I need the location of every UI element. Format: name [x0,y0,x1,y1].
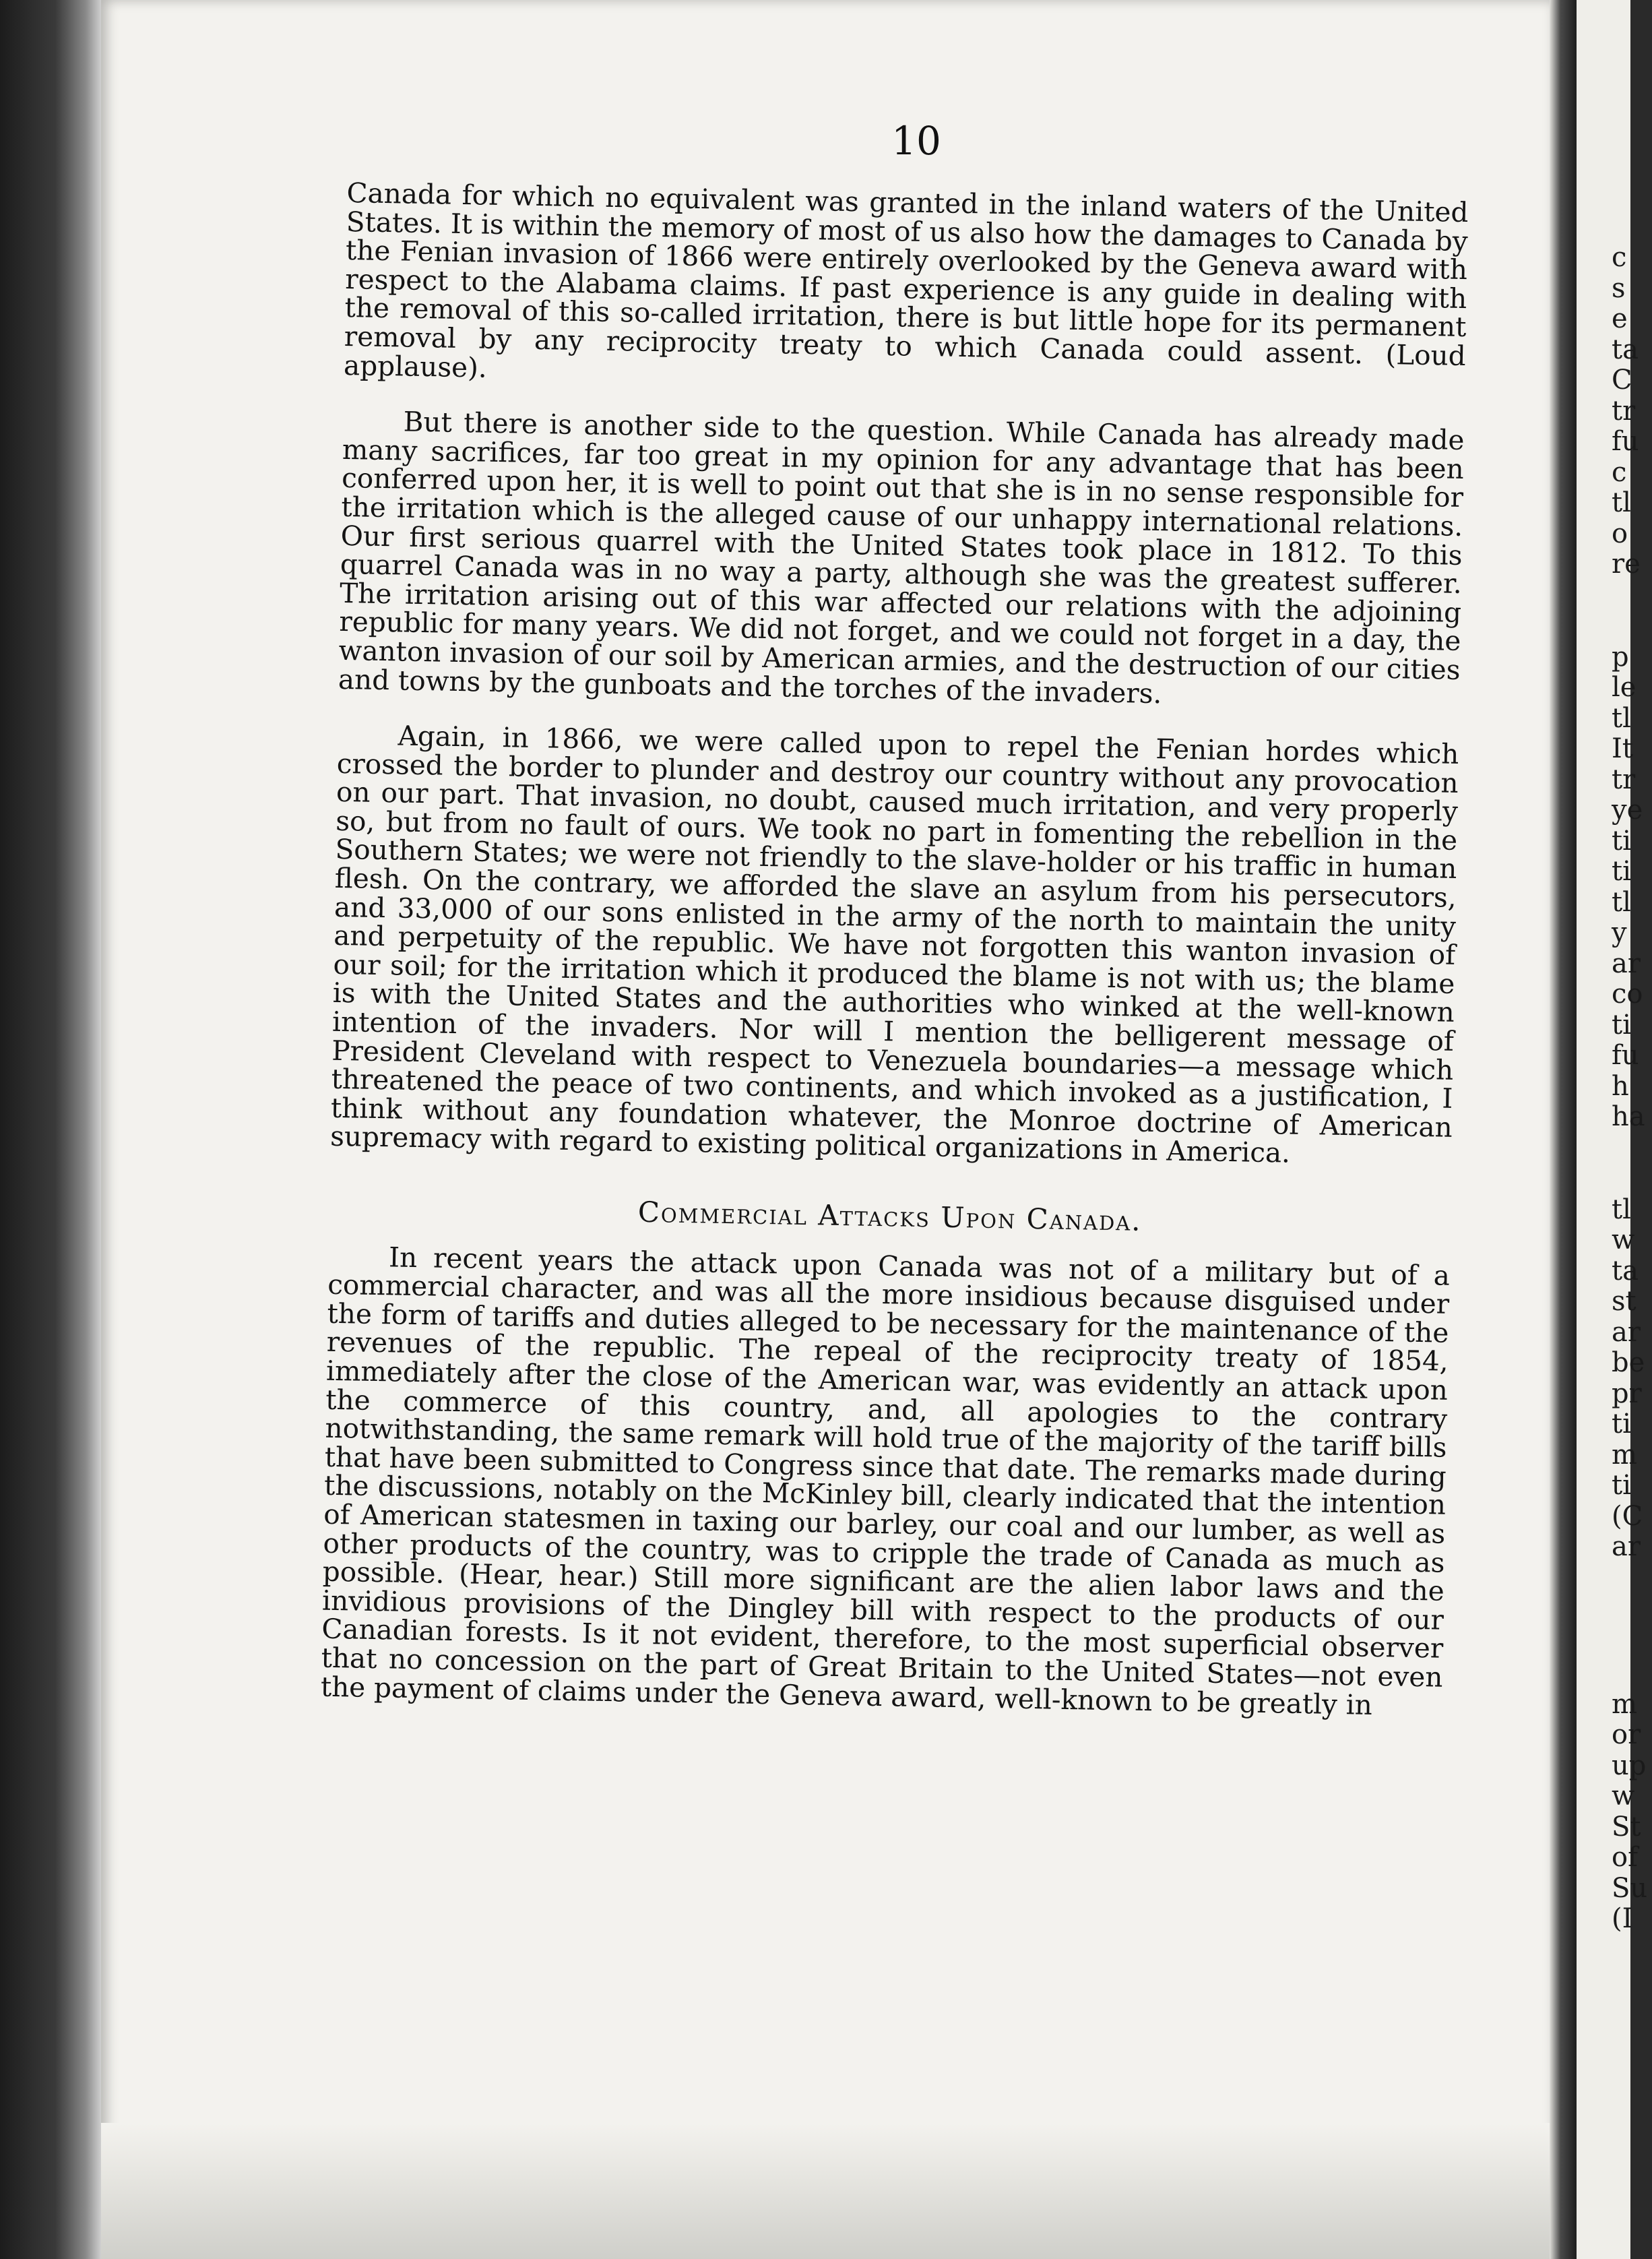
facing-page-fragment: tr [1612,395,1636,427]
facing-page-fragment: ye [1612,795,1643,826]
paragraph: Canada for which no equivalent was granted in the inland waters of the United States. It is within the memory of most of us also how the damages to Canada by the Fenian invasion of 1866 were entirely overlooked by the Geneva award with respect to the Alabama claims. If past experience is any guide in dealing with the removal of this so-called irritation, there is but little hope for its permanent removal by any reciprocity treaty to which Canada could assent. (Loud applause). [343,177,1469,384]
facing-page-fragment: ar [1612,1316,1641,1348]
facing-page-fragment: It [1612,733,1633,764]
facing-page-fragment: tl [1612,1194,1631,1225]
facing-page-fragment: m [1612,1439,1637,1471]
facing-page-text [1612,243,1652,1935]
facing-page-fragment: pr [1612,1378,1642,1409]
facing-page-fragment: fu [1612,426,1639,457]
facing-page-fragment: re [1612,549,1641,580]
facing-page-fragment: fu [1612,1040,1639,1071]
facing-page-fragment: be [1612,1347,1645,1378]
facing-page-fragment: ar [1612,948,1641,979]
facing-page-fragment: ti [1612,856,1631,887]
page-bottom-margin [101,2123,1550,2259]
facing-page-fragment: m [1612,1688,1637,1720]
paragraph: In recent years the attack upon Canada was not of a military but of a commercial character, and was all the more insidious because disguised under the form of tariffs and duties alleged to be necessary for the maintenance of the revenues of the republic. The repeal of the reciprocity treaty of 1854, immediately after the close of the American war, was evidently an attack upon the commerce of this country, and, all apologies to the contrary notwithstanding, the same remark will hold true of the majority of the tariff bills that have been submitted to Congress since that date. The remarks made during the discussions, notably on the McKinley bill, clearly indicated that the intention of American statesmen in taxing our barley, our coal and our lumber, as well as other products of the country, was to cripple the trade of Canada as much as possible. (Hear, hear.) Still more significant are the alien labor laws and the invidious provisions of the Dingley bill with respect to the products of our Canadian forests. Is it not evident, therefore, to the most superficial observer that no concession on the part of Great Britain to the United States—not even the payment of claims under the Geneva award, well-known to be greatly in [320,1240,1451,1721]
facing-page-fragment: c [1612,456,1627,488]
facing-page-fragment: ti [1612,825,1631,857]
facing-page-fragment: tl [1612,487,1631,518]
facing-page-fragment: co [1612,979,1643,1010]
paragraph: Again, in 1866, we were called upon to repel the Fenian hordes which crossed the border to plunder and destroy our country without any provocation on our part. That invasion, no doubt, caused much irritation, and very properly so, but from no fault of ours. We took no part in fomenting the rebellion in the Southern States; we were not friendly to the slave-holder or his traffic in human flesh. On the contrary, we afforded the slave an asylum from his persecutors, and 33,000 of our sons enlisted in the army of the north to maintain the unity and perpetuity of the republic. We have not forgotten this wanton invasion of our soil; for the irritation which it produced the blame is not with us; the blame is with the United States and the authorities who winked at the well-known intention of the invaders. Nor will I mention the belligerent message of President Cleveland with respect to Venezuela boundaries—a message which threatened the peace of two continents, and which invoked as a justification, I think without any foundation whatever, the Monroe doctrine of American supremacy with regard to existing political organizations in America. [329,719,1459,1170]
facing-page-fragment: up [1612,1750,1647,1781]
section-heading: Commercial Attacks Upon Canada. [637,1195,1143,1237]
facing-page-fragment: ti [1612,1409,1631,1440]
facing-page-fragment: tl [1612,702,1631,734]
facing-page-fragment: tr [1612,764,1636,795]
facing-page-fragment: s [1612,272,1626,304]
body-text [321,179,1469,1721]
facing-page-fragment: w [1612,1781,1635,1812]
facing-page-fragment: w [1612,1225,1635,1256]
facing-page-fragment: tl [1612,886,1631,918]
facing-page-fragment: (I [1612,1903,1633,1934]
facing-page-fragment: or [1612,1719,1641,1750]
facing-page-fragment: ti [1612,1009,1631,1041]
facing-page-fragment: (C [1612,1500,1643,1532]
facing-page-fragment: ta [1612,1255,1639,1287]
facing-page-fragment: ar [1612,1531,1641,1562]
facing-page-fragment: h [1612,1070,1629,1102]
facing-page-fragment: e [1612,303,1628,334]
facing-page-fragment: ti [1612,1470,1631,1501]
facing-page-fragment: c [1612,242,1627,273]
paragraph: But there is another side to the question. While Canada has already made many sacrifices, far too great in my opinion for any advantage that has been conferred upon her, it is well to point out that she is in no sense responsible for the irritation which is the alleged cause of our unhappy international relations. Our first serious quarrel with the United States took place in 1812. To this quarrel Canada was in no way a party, although she was the greatest sufferer. The irritation arising out of this war affected our relations with the adjoining republic for many years. We did not forget, and we could not forget in a day, the wanton invasion of our soil by American armies, and the destruction of our cities and towns by the gunboats and the torches of the invaders. [338,405,1465,710]
book-spine-shadow [0,0,101,2259]
facing-page-fragment: Su [1612,1872,1648,1904]
facing-page-fragment: le [1612,672,1637,703]
facing-page-fragment: p [1612,641,1629,673]
page-gutter [1550,0,1577,2259]
page-number: 10 [891,118,941,164]
facing-page-fragment: C [1612,365,1632,396]
facing-page-fragment: ta [1612,334,1639,365]
facing-page-fragment: o [1612,518,1628,549]
facing-page-fragment: ha [1612,1101,1645,1132]
facing-page-fragment: of [1612,1842,1638,1873]
facing-page-fragment: St [1612,1811,1641,1843]
facing-page-fragment: st [1612,1286,1637,1317]
facing-page-fragment: y [1612,917,1627,948]
